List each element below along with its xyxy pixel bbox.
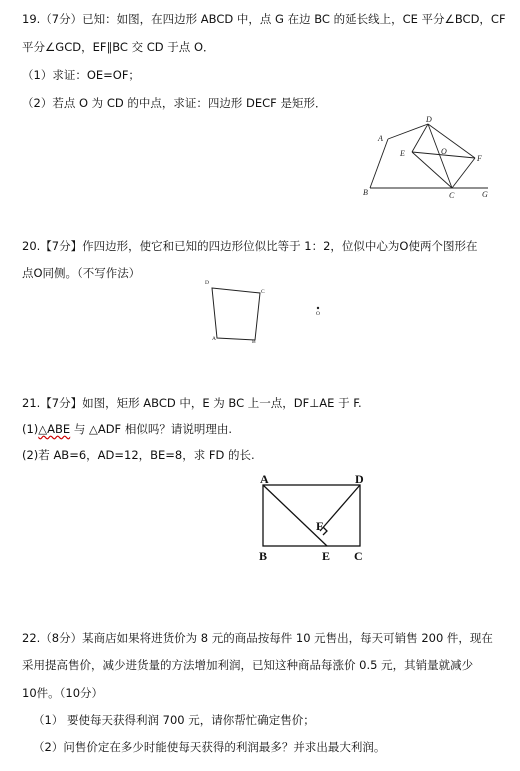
svg-text:C: C: [354, 549, 363, 563]
q21-part2: (2)若 AB=6，AD=12，BE=8，求 FD 的长.: [22, 448, 255, 462]
q21-line1: 21.【7分】如图，矩形 ABCD 中，E 为 BC 上一点，DF⊥AE 于 F.: [22, 396, 362, 410]
svg-text:B: B: [363, 188, 368, 197]
q20-line2: 点O同侧。（不写作法）: [22, 266, 141, 280]
svg-text:B: B: [252, 339, 256, 345]
q19-part1: （1）求证：OE=OF；: [22, 68, 140, 82]
svg-text:F: F: [316, 519, 324, 533]
svg-text:A: A: [378, 134, 383, 143]
q21-figure: [250, 472, 380, 564]
svg-text:C: C: [449, 191, 455, 200]
q19-figure: [360, 115, 500, 205]
q22-part1: （1） 要使每天获得利润 700 元，请你帮忙确定售价；: [33, 713, 315, 727]
svg-text:D: D: [426, 115, 432, 124]
svg-text:A: A: [212, 336, 216, 342]
svg-text:B: B: [259, 549, 268, 563]
svg-text:C: C: [261, 289, 265, 295]
svg-text:D: D: [355, 472, 364, 486]
q19-line2: 平分∠GCD，EF∥BC 交 CD 于点 O．: [22, 40, 215, 54]
q22-part2: （2）问售价定在多少时能使每天获得的利润最多？并求出最大利润。: [33, 740, 386, 754]
svg-text:D: D: [205, 280, 209, 286]
svg-text:O: O: [441, 147, 447, 156]
q21-part1: (1)△ABE 与 △ADF 相似吗？请说明理由.: [22, 422, 232, 436]
q19-line1: 19.（7分）已知：如图，在四边形 ABCD 中，点 G 在边 BC 的延长线上，CE 平分∠BCD，CF: [22, 12, 506, 26]
q22-line3: 10件。（10分）: [22, 686, 104, 700]
svg-text:A: A: [260, 472, 269, 486]
q22-line1: 22.（8分）某商店如果将进货价为 8 元的商品按每件 10 元售出，每天可销售 200 件，现在: [22, 631, 493, 645]
q19-part2: （2）若点 O 为 CD 的中点，求证：四边形 DECF 是矩形．: [22, 96, 327, 110]
q20-line1: 20.【7分】作四边形，使它和已知的四边形位似比等于 1：2，位似中心为O使两个图形在: [22, 239, 478, 253]
q22-line2: 采用提高售价，减少进货量的方法增加利润，已知这种商品每涨价 0.5 元，其销量就减少: [22, 658, 474, 672]
svg-text:G: G: [482, 190, 488, 199]
svg-text:E: E: [400, 149, 405, 158]
svg-text:O: O: [316, 311, 320, 317]
svg-text:F: F: [477, 154, 482, 163]
svg-text:E: E: [322, 549, 331, 563]
q20-figure: [200, 278, 330, 348]
